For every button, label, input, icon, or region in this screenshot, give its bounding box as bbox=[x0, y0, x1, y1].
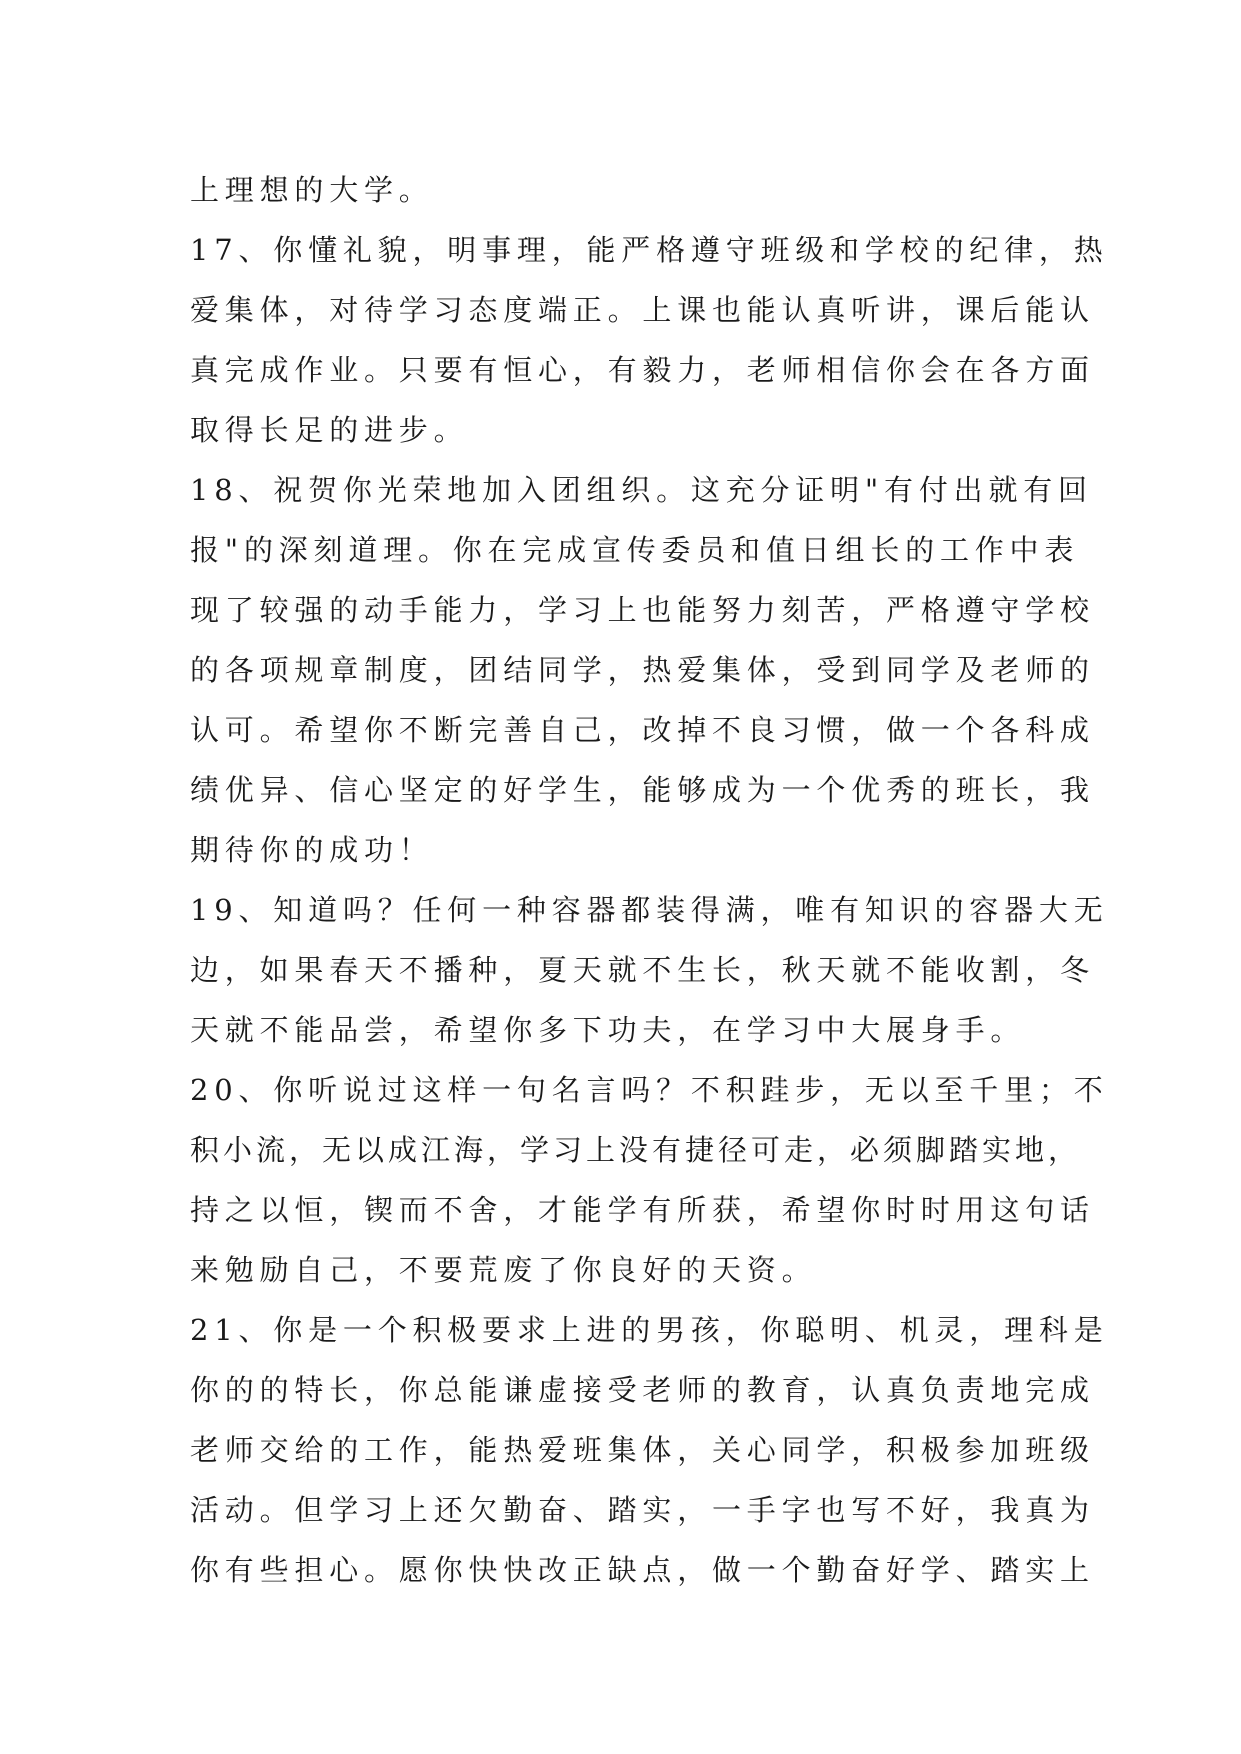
text-line: 20、你听说过这样一句名言吗？不积跬步，无以至千里；不 bbox=[190, 1073, 1109, 1107]
text-line: 的各项规章制度，团结同学，热爱集体，受到同学及老师的 bbox=[190, 653, 1095, 687]
document-body bbox=[190, 160, 1109, 1600]
text-line: 你有些担心。愿你快快改正缺点，做一个勤奋好学、踏实上 bbox=[190, 1553, 1095, 1587]
text-line: 活动。但学习上还欠勤奋、踏实，一手字也写不好，我真为 bbox=[190, 1493, 1095, 1527]
text-line: 17、你懂礼貌，明事理，能严格遵守班级和学校的纪律，热 bbox=[190, 233, 1109, 267]
text-line: 现了较强的动手能力，学习上也能努力刻苦，严格遵守学校 bbox=[190, 593, 1095, 627]
text-line: 爱集体，对待学习态度端正。上课也能认真听讲，课后能认 bbox=[190, 293, 1095, 327]
text-line: 你的的特长，你总能谦虚接受老师的教育，认真负责地完成 bbox=[190, 1373, 1095, 1407]
text-line: 19、知道吗？任何一种容器都装得满，唯有知识的容器大无 bbox=[190, 893, 1109, 927]
text-line: 边，如果春天不播种，夏天就不生长，秋天就不能收割，冬 bbox=[190, 953, 1095, 987]
text-line: 期待你的成功！ bbox=[190, 833, 434, 867]
text-line: 天就不能品尝，希望你多下功夫，在学习中大展身手。 bbox=[190, 1013, 1026, 1047]
text-line: 报"的深刻道理。你在完成宣传委员和值日组长的工作中表 bbox=[190, 533, 1080, 567]
text-line: 取得长足的进步。 bbox=[190, 413, 469, 447]
text-line: 18、祝贺你光荣地加入团组织。这充分证明"有付出就有回 bbox=[190, 473, 1093, 507]
text-line: 认可。希望你不断完善自己，改掉不良习惯，做一个各科成 bbox=[190, 713, 1095, 747]
text-line: 绩优异、信心坚定的好学生，能够成为一个优秀的班长，我 bbox=[190, 773, 1095, 807]
text-line: 上理想的大学。 bbox=[190, 173, 434, 207]
text-line: 21、你是一个积极要求上进的男孩，你聪明、机灵，理科是 bbox=[190, 1313, 1109, 1347]
text-line: 真完成作业。只要有恒心，有毅力，老师相信你会在各方面 bbox=[190, 353, 1095, 387]
text-line: 积小流，无以成江海，学习上没有捷径可走，必须脚踏实地， bbox=[190, 1133, 1082, 1167]
text-line: 来勉励自己，不要荒废了你良好的天资。 bbox=[190, 1253, 817, 1287]
text-line: 持之以恒，锲而不舍，才能学有所获，希望你时时用这句话 bbox=[190, 1193, 1095, 1227]
text-line: 老师交给的工作，能热爱班集体，关心同学，积极参加班级 bbox=[190, 1433, 1095, 1467]
